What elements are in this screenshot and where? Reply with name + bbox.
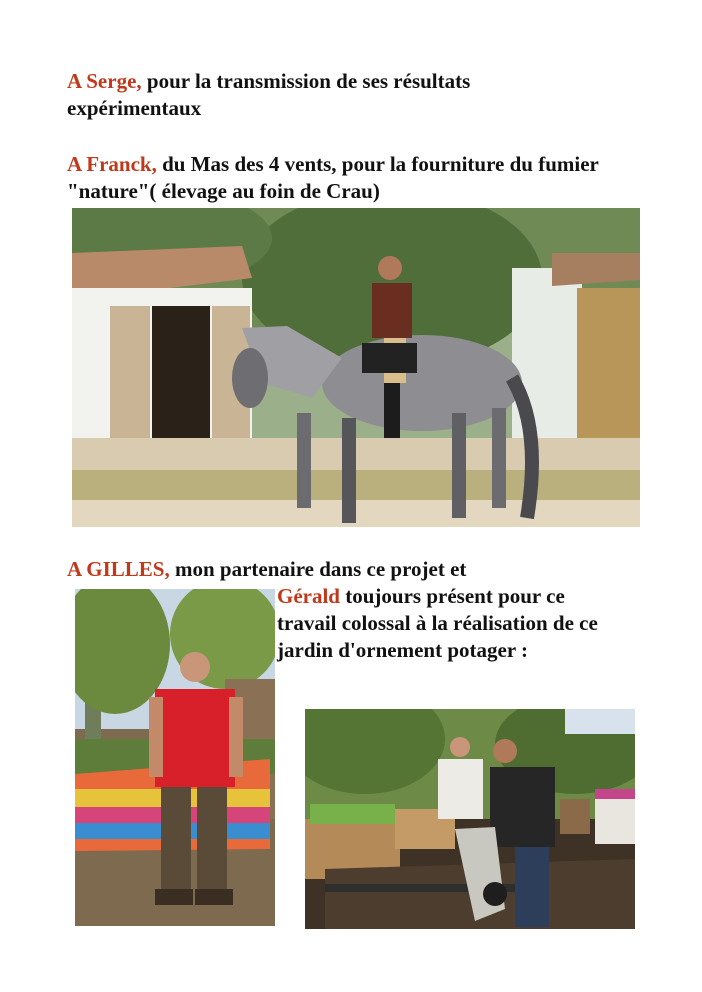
- ack-name-gerald: Gérald: [277, 584, 340, 608]
- horse-rider-photo: [72, 208, 640, 527]
- ack-gilles: [67, 556, 627, 583]
- ack-text-serge: pour la transmission de ses résultats expérimentaux: [67, 69, 471, 120]
- ack-name-gilles: A GILLES,: [67, 557, 170, 581]
- ack-text-franck: du Mas des 4 vents, pour la fourniture du fumier "nature"( élevage au foin de Crau): [67, 152, 599, 203]
- ack-name-franck: A Franck,: [67, 152, 157, 176]
- ack-gerald: [277, 583, 622, 664]
- ack-serge: [67, 68, 587, 122]
- ack-franck: [67, 151, 627, 205]
- gilles-garden-photo: [75, 589, 275, 926]
- wheelbarrow-garden-photo: [305, 709, 635, 929]
- ack-text-gerald: toujours présent pour ce travail colossal à la réalisation de ce jardin d'ornement potager :: [277, 584, 598, 662]
- ack-name-serge: A Serge,: [67, 69, 142, 93]
- ack-text-gilles: mon partenaire dans ce projet et: [169, 557, 467, 581]
